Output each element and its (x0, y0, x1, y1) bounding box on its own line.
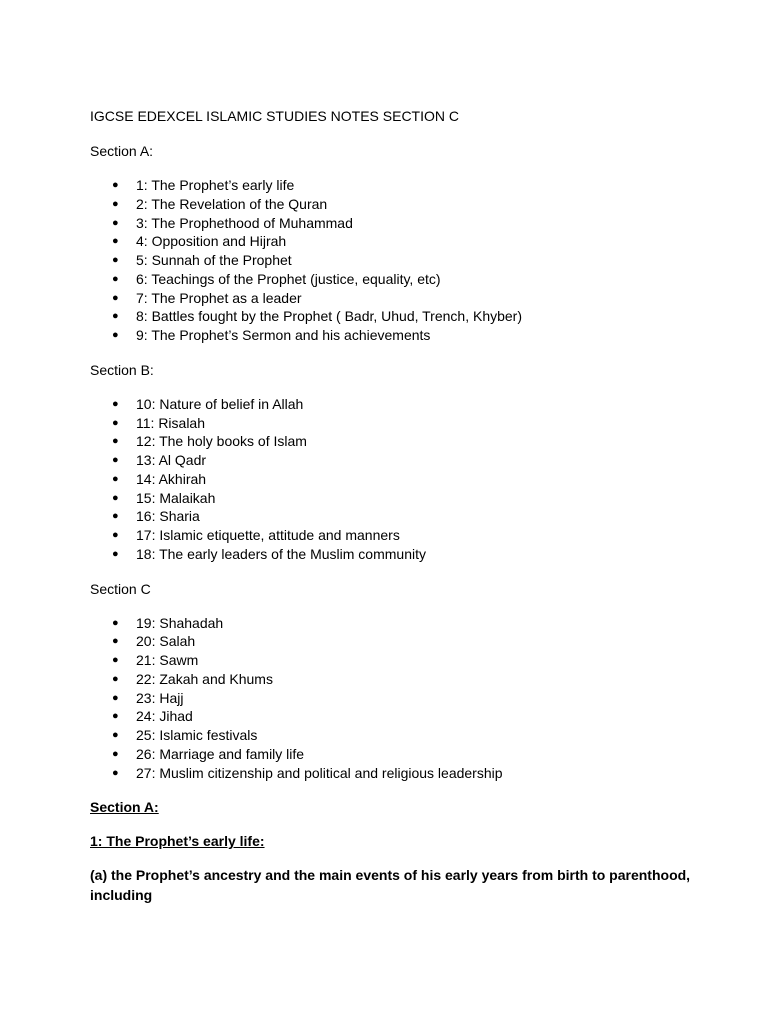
section-c-topic-list (90, 614, 710, 783)
list-item (90, 251, 710, 270)
section-a-topic-list (90, 176, 710, 345)
bullet-icon: ● (112, 397, 119, 410)
list-item (90, 526, 710, 545)
bullet-icon: ● (112, 310, 119, 323)
topic-heading: 1: The Prophet’s early life: (90, 833, 265, 850)
list-item-text: 12: The holy books of Islam (136, 433, 307, 450)
list-item-text: 8: Battles fought by the Prophet ( Badr, Uhud, Trench, Khyber) (136, 308, 522, 325)
list-item (90, 214, 710, 233)
list-item-text: 11: Risalah (136, 414, 206, 431)
list-item-text: 23: Hajj (136, 689, 184, 706)
list-item (90, 326, 710, 345)
list-item (90, 489, 710, 508)
list-item (90, 745, 710, 764)
bullet-icon: ● (112, 416, 119, 429)
list-item (90, 270, 710, 289)
bullet-icon: ● (112, 529, 119, 541)
list-item (90, 289, 710, 308)
bullet-icon: ● (112, 729, 119, 741)
bullet-icon: ● (112, 329, 119, 341)
list-item-text: 21: Sawm (136, 652, 199, 668)
bullet-icon: ● (112, 472, 119, 485)
list-item-text: 20: Salah (136, 633, 196, 650)
list-item (90, 307, 710, 326)
bullet-icon: ● (112, 454, 119, 466)
list-item-text: 1: The Prophet’s early life (136, 177, 295, 193)
bullet-icon: ● (112, 766, 119, 779)
document-title: IGCSE EDEXCEL ISLAMIC STUDIES NOTES SECTION C (90, 108, 459, 124)
bullet-icon: ● (112, 510, 119, 523)
list-item-text: 22: Zakah and Khums (136, 670, 273, 687)
bullet-icon: ● (112, 710, 119, 723)
bullet-icon: ● (112, 547, 119, 560)
list-item-text: 4: Opposition and Hijrah (136, 233, 287, 250)
list-item-text: 17: Islamic etiquette, attitude and manners (136, 527, 400, 543)
bullet-icon: ● (112, 491, 119, 504)
section-c-label: Section C (90, 580, 151, 597)
list-item-text: 19: Shahadah (136, 614, 224, 631)
bullet-icon: ● (112, 672, 119, 685)
list-item (90, 195, 710, 214)
list-item (90, 395, 710, 414)
list-item-text: 24: Jihad (136, 708, 193, 725)
list-item-text: 25: Islamic festivals (136, 727, 258, 743)
bullet-icon: ● (112, 235, 119, 248)
list-item (90, 176, 710, 195)
list-item (90, 764, 710, 783)
list-item-text: 16: Sharia (136, 508, 200, 525)
bullet-icon: ● (112, 616, 119, 629)
list-item (90, 689, 710, 708)
bullet-icon: ● (112, 635, 119, 648)
list-item (90, 707, 710, 726)
list-item-text: 6: Teachings of the Prophet (justice, equality, etc) (136, 270, 441, 287)
list-item-text: 10: Nature of belief in Allah (136, 395, 304, 412)
list-item-text: 13: Al Qadr (136, 452, 207, 468)
list-item-text: 3: The Prophethood of Muhammad (136, 214, 353, 231)
section-b-label: Section B: (90, 361, 154, 378)
document-page (90, 106, 710, 905)
list-item-text: 2: The Revelation of the Quran (136, 195, 328, 212)
list-item (90, 545, 710, 564)
list-item (90, 726, 710, 745)
list-item (90, 470, 710, 489)
list-item (90, 614, 710, 633)
bullet-icon: ● (112, 179, 119, 191)
list-item-text: 15: Malaikah (136, 489, 216, 506)
list-item (90, 670, 710, 689)
bullet-icon: ● (112, 691, 119, 704)
bullet-icon: ● (112, 291, 119, 304)
bullet-icon: ● (112, 747, 119, 760)
list-item (90, 232, 710, 251)
list-item-text: 7: The Prophet as a leader (136, 289, 302, 306)
list-item (90, 432, 710, 451)
section-a-label: Section A: (90, 143, 154, 159)
list-item-text: 14: Akhirah (136, 470, 207, 487)
bullet-icon: ● (112, 216, 119, 229)
bullet-icon: ● (112, 435, 119, 448)
section-b-topic-list (90, 395, 710, 564)
bullet-icon: ● (112, 272, 119, 285)
list-item (90, 414, 710, 433)
bullet-icon: ● (112, 654, 119, 666)
list-item (90, 507, 710, 526)
section-heading: Section A: (90, 799, 159, 816)
list-item (90, 632, 710, 651)
bullet-icon: ● (112, 254, 119, 266)
list-item (90, 451, 710, 470)
subtopic-paragraph: (a) the Prophet’s ancestry and the main events of his early years from birth to parenthood, including (90, 867, 691, 904)
bullet-icon: ● (112, 197, 119, 210)
list-item-text: 9: The Prophet’s Sermon and his achievements (136, 327, 431, 343)
list-item-text: 18: The early leaders of the Muslim community (136, 545, 426, 562)
list-item-text: 27: Muslim citizenship and political and religious leadership (136, 764, 503, 781)
list-item-text: 26: Marriage and family life (136, 745, 305, 762)
list-item (90, 651, 710, 670)
list-item-text: 5: Sunnah of the Prophet (136, 252, 292, 268)
